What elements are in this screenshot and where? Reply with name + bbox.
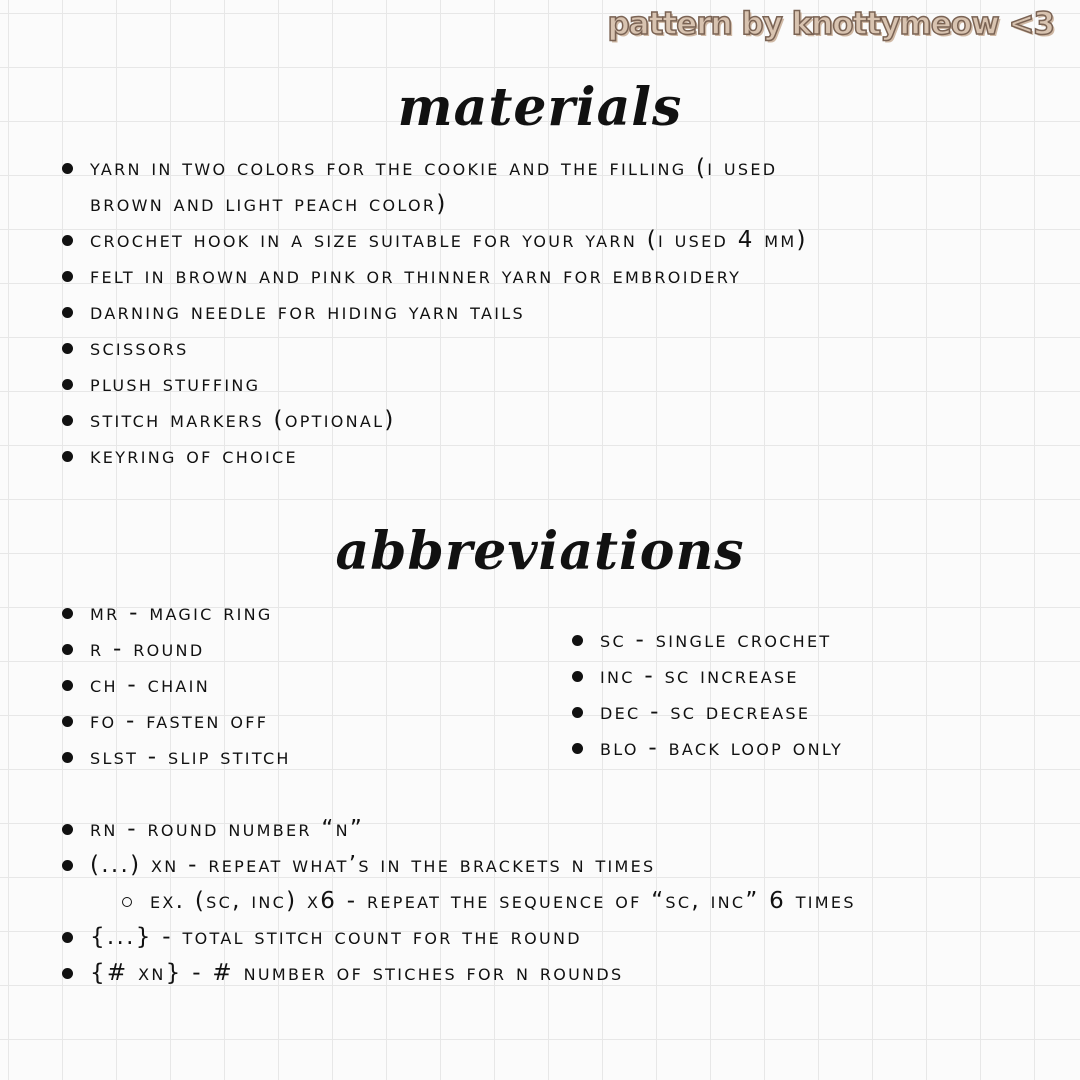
material-text: stitch markers (optional) bbox=[90, 407, 396, 433]
bullet-icon bbox=[572, 635, 583, 646]
list-item bbox=[62, 222, 808, 258]
list-item bbox=[62, 595, 273, 631]
list-item bbox=[572, 694, 810, 730]
bullet-icon bbox=[62, 163, 73, 174]
bullet-icon bbox=[572, 671, 583, 682]
abbreviation-text: {# xn} - # number of stiches for n rounds bbox=[90, 960, 624, 986]
bullet-icon bbox=[62, 824, 73, 835]
list-item bbox=[62, 667, 210, 703]
bullet-icon bbox=[62, 608, 73, 619]
list-item bbox=[62, 258, 741, 294]
hollow-bullet-icon bbox=[122, 897, 132, 907]
material-text: keyring of choice bbox=[90, 443, 298, 469]
abbreviation-text: fo - fasten off bbox=[90, 708, 269, 734]
material-text: darning needle for hiding yarn tails bbox=[90, 299, 525, 325]
bullet-icon bbox=[62, 415, 73, 426]
material-text: scissors bbox=[90, 335, 189, 361]
bullet-icon bbox=[62, 451, 73, 462]
list-item bbox=[62, 438, 298, 474]
material-text: plush stuffing bbox=[90, 371, 261, 397]
abbreviation-text: dec - sc decrease bbox=[600, 699, 811, 725]
abbreviation-text: inc - sc increase bbox=[600, 663, 799, 689]
bullet-icon bbox=[62, 680, 73, 691]
list-item bbox=[62, 150, 777, 222]
material-text: felt in brown and pink or thinner yarn for embroidery bbox=[90, 263, 742, 289]
bullet-icon bbox=[62, 644, 73, 655]
list-item bbox=[62, 294, 525, 330]
list-item bbox=[62, 366, 260, 402]
bullet-icon bbox=[572, 707, 583, 718]
abbreviations-left-list bbox=[62, 595, 542, 780]
material-text-continued: brown and light peach color) bbox=[90, 191, 448, 217]
material-text: crochet hook in a size suitable for your yarn (i used 4 mm) bbox=[90, 227, 808, 253]
list-item bbox=[572, 658, 799, 694]
list-item bbox=[62, 330, 189, 366]
list-item bbox=[62, 811, 364, 847]
abbreviation-example-text: ex. (sc, inc) x6 - repeat the sequence of “sc, inc” 6 times bbox=[150, 888, 856, 914]
list-item bbox=[62, 631, 204, 667]
abbreviation-text: sc - single crochet bbox=[600, 627, 832, 653]
abbreviation-text: (...) xn - repeat what’s in the brackets n times bbox=[90, 852, 656, 878]
bullet-icon bbox=[62, 235, 73, 246]
bullet-icon bbox=[62, 752, 73, 763]
abbreviation-text: mr - magic ring bbox=[90, 600, 273, 626]
pattern-credit-logo: pattern by knottymeow <3 bbox=[607, 6, 1054, 42]
abbreviations-bottom-list bbox=[62, 811, 1052, 996]
list-item bbox=[572, 730, 843, 766]
bullet-icon bbox=[62, 343, 73, 354]
abbreviations-right-list bbox=[572, 622, 1032, 772]
abbreviation-text: {...} - total stitch count for the round bbox=[90, 924, 582, 950]
list-item bbox=[62, 847, 656, 883]
material-text: yarn in two colors for the cookie and the filling (i used bbox=[90, 155, 778, 181]
abbreviation-text: rn - round number “n” bbox=[90, 816, 365, 842]
list-item bbox=[62, 402, 396, 438]
bullet-icon bbox=[62, 271, 73, 282]
bullet-icon bbox=[62, 860, 73, 871]
abbreviations-heading: abbreviations bbox=[335, 521, 745, 582]
bullet-icon bbox=[62, 379, 73, 390]
materials-list bbox=[62, 150, 1042, 480]
abbreviation-text: slst - slip stitch bbox=[90, 744, 291, 770]
list-sub-item bbox=[122, 883, 856, 919]
list-item bbox=[572, 622, 832, 658]
abbreviation-text: r - round bbox=[90, 636, 205, 662]
abbreviation-text: blo - back loop only bbox=[600, 735, 844, 761]
bullet-icon bbox=[62, 932, 73, 943]
list-item bbox=[62, 739, 291, 775]
list-item bbox=[62, 703, 268, 739]
list-item bbox=[62, 955, 624, 991]
list-item bbox=[62, 919, 582, 955]
bullet-icon bbox=[62, 307, 73, 318]
bullet-icon bbox=[62, 716, 73, 727]
bullet-icon bbox=[572, 743, 583, 754]
materials-heading: materials bbox=[397, 77, 683, 138]
bullet-icon bbox=[62, 968, 73, 979]
abbreviation-text: ch - chain bbox=[90, 672, 210, 698]
